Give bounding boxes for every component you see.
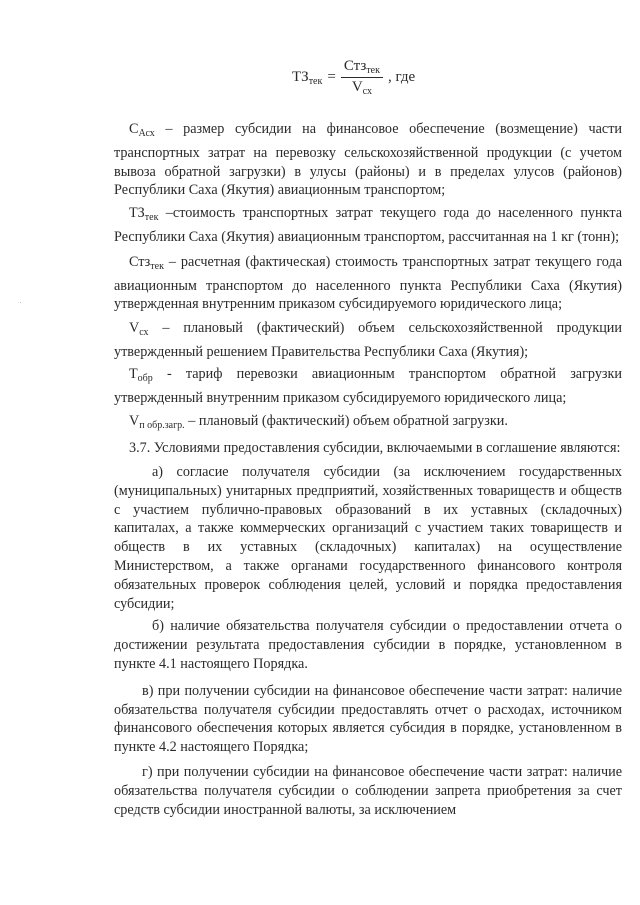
formula-denominator xyxy=(349,78,375,97)
condition-paragraph: в) при получении субсидии на финансовое обеспечение части затрат: наличие обязательства получателя субсидии предоставлять отчет о расходах, источником финансового обеспечения которых является субсидия в порядке, установленном в пункте 4.2 настоящего Порядка; xyxy=(114,682,622,756)
definition-text: – плановый (фактический) объем обратной загрузки. xyxy=(188,413,508,430)
definition-paragraph xyxy=(114,120,622,200)
definition-subscript: тек xyxy=(150,260,164,272)
definition-symbol: V xyxy=(129,320,140,337)
condition-paragraph: г) при получении субсидии на финансовое обеспечение части затрат: наличие обязательства получателя субсидии о соблюдении запрета приобретения за счет средств субсидии иностранной валюты, за исключением xyxy=(114,763,622,818)
definition-symbol: С xyxy=(129,121,139,137)
condition-paragraph: б) наличие обязательства получателя субсидии о предоставлении отчета о достижении результата предоставления субсидии в порядке, установленном в пункте 4.1 настоящего Порядка. xyxy=(114,618,622,672)
definition-subscript: обр xyxy=(137,372,153,384)
document-body xyxy=(114,120,622,819)
definition-symbol: Стз xyxy=(129,253,151,270)
scan-speck xyxy=(20,302,21,303)
formula-numerator xyxy=(341,58,383,78)
formula-lhs-subscript: тек xyxy=(308,75,323,87)
definition-subscript: тек xyxy=(144,212,159,224)
formula-numerator-subscript: тек xyxy=(366,65,380,76)
definition-paragraph xyxy=(114,253,622,314)
formula-numerator-symbol: Стз xyxy=(343,58,367,74)
formula-suffix: , где xyxy=(387,69,416,85)
definition-paragraph xyxy=(114,412,622,436)
definition-paragraph xyxy=(114,204,622,247)
definition-subscript: Асх xyxy=(138,128,155,139)
definition-text: – плановый (фактический) объем сельскохозяйственной продукции утвержденный решением Правительства Республики Саха (Якутия); xyxy=(114,320,622,360)
formula-denominator-subscript: сх xyxy=(362,86,372,97)
definition-paragraph xyxy=(114,319,622,362)
definition-text: – размер субсидии на финансовое обеспечение (возмещение) части транспортных затрат на перевозку сельскохозяйственной продукции (с учетом вывоза обратной загрузки) в улусы (районы) и в пределах улусов (районов) Республики Саха (Якутия) авиационным транспортом; xyxy=(114,121,623,199)
definition-paragraph xyxy=(114,365,622,408)
definition-symbol: ТЗ xyxy=(129,205,145,222)
condition-paragraph: а) согласие получателя субсидии (за исключением государственных (муниципальных) унитарных предприятий, хозяйственных товариществ и обществ с участием публично-правовых образований в их уставных (складочных) капиталах, а также коммерческих организаций с участием таких товариществ и обществ в их уставных (складочных) капиталах) на осуществление Министерством, а также органами государственного финансового контроля обязательных проверок соблюдения целей, условий и порядка предоставления субсидии; xyxy=(114,463,622,612)
definition-text: –стоимость транспортных затрат текущего года до населенного пункта Республики Саха (Якутия) авиационным транспортом, рассчитанная на 1 кг (тонн); xyxy=(114,205,622,245)
section-paragraph: 3.7. Условиями предоставления субсидии, включаемыми в соглашение являются: xyxy=(129,440,621,457)
formula xyxy=(292,58,415,97)
definition-subscript: сх xyxy=(139,327,149,339)
formula-denominator-symbol: V xyxy=(351,79,363,95)
formula-equals: = xyxy=(327,69,336,85)
definition-symbol: Т xyxy=(129,365,138,382)
formula-lhs-symbol: ТЗ xyxy=(292,68,309,85)
definition-text: – расчетная (фактическая) стоимость транспортных затрат текущего года авиационным транспортом до населенного пункта Республики Саха (Якутия) утвержденная внутренним приказом субсидируемого юридического лица; xyxy=(114,253,623,313)
definition-text: - тариф перевозки авиационным транспортом обратной загрузки утвержденный внутренним приказом субсидируемого юридического лица; xyxy=(114,365,623,406)
formula-lhs xyxy=(292,69,322,87)
formula-fraction xyxy=(341,58,383,97)
definition-symbol: V xyxy=(129,413,140,430)
definition-subscript: п обр.загр. xyxy=(139,420,185,432)
